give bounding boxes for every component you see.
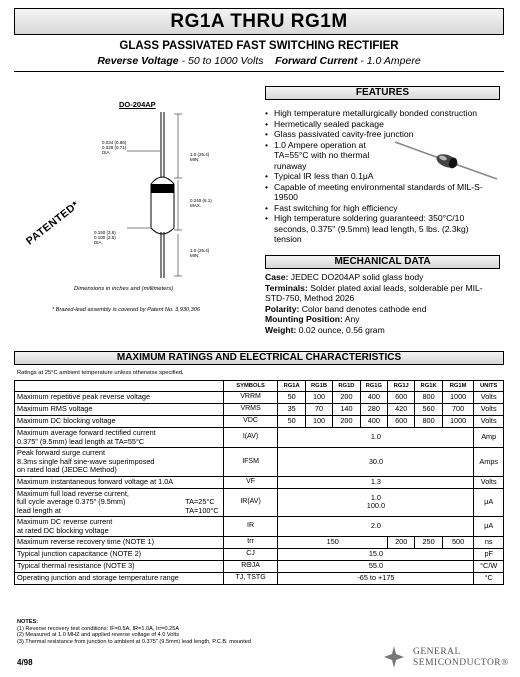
table-row xyxy=(15,428,504,448)
row-value: 500 xyxy=(442,537,474,549)
row-value: 400 xyxy=(360,392,387,404)
row-value: 140 xyxy=(333,404,360,416)
row-description: Typical thermal resistance (NOTE 3) xyxy=(15,561,224,573)
mech-text: Solder plated axial leads, solderable per MIL-STD-750, Method 2026 xyxy=(265,282,483,303)
row-value: 15.0 xyxy=(278,549,474,561)
row-description: Operating junction and storage temperature range xyxy=(15,573,224,585)
mech-text: Color band denotes cathode end xyxy=(299,303,427,314)
row-value: 50 xyxy=(278,392,305,404)
reverse-voltage-value: - 50 to 1000 Volts xyxy=(178,55,264,67)
row-unit: Amp xyxy=(474,428,504,448)
feature-item: • 1.0 Ampere operation at TA=55°C with no thermal runaway xyxy=(265,140,483,172)
mech-row xyxy=(265,272,500,283)
package-name: DO-204AP xyxy=(119,100,156,109)
lead-diameter-dim: 0.034 (0.86) 0.028 (0.71) DIA. xyxy=(102,140,127,155)
table-header-row xyxy=(15,381,504,392)
row-value: 200 xyxy=(333,416,360,428)
row-unit: ns xyxy=(474,537,504,549)
row-unit: μA xyxy=(474,488,504,517)
row-value: 600 xyxy=(388,416,415,428)
table-row xyxy=(15,488,504,517)
feature-item: • Capable of meeting environmental standards of MIL-S-19500 xyxy=(265,182,483,203)
row-symbol: IR xyxy=(223,517,278,537)
subtitle: GLASS PASSIVATED FAST SWITCHING RECTIFIER xyxy=(119,40,399,52)
row-unit: Volts xyxy=(474,476,504,488)
table-row xyxy=(15,416,504,428)
row-value: 30.0 xyxy=(278,448,474,477)
mech-row xyxy=(265,314,500,325)
feature-item: • High temperature metallurgically bonded construction xyxy=(265,108,483,119)
row-unit: Volts xyxy=(474,416,504,428)
row-description: Maximum repetitive peak reverse voltage xyxy=(15,392,224,404)
table-row xyxy=(15,573,504,585)
notes xyxy=(17,619,251,645)
table-row xyxy=(15,549,504,561)
column-header: SYMBOLS xyxy=(223,381,278,392)
row-unit: Volts xyxy=(474,392,504,404)
row-value: 1.0 xyxy=(278,428,474,448)
row-unit: Volts xyxy=(474,404,504,416)
row-value: 1.3 xyxy=(278,476,474,488)
mech-text: Any xyxy=(342,314,360,324)
row-description: Maximum average forward rectified current 0.375" (9.5mm) lead length at TA=55°C xyxy=(15,428,224,448)
row-value: 280 xyxy=(360,404,387,416)
row-value: 35 xyxy=(278,404,305,416)
logo-line-1: GENERAL xyxy=(413,647,461,657)
mech-label: Terminals: xyxy=(265,282,308,293)
feature-item: • Glass passivated cavity-free junction xyxy=(265,129,483,140)
row-unit: pF xyxy=(474,549,504,561)
row-condition: TA=25°C TA=100°C xyxy=(185,497,219,515)
forward-current-value: - 1.0 Ampere xyxy=(357,55,421,67)
row-symbol: VRRM xyxy=(223,392,278,404)
row-value: 100 xyxy=(305,392,332,404)
dimension-note: Dimensions in inches and (millimeters) xyxy=(74,286,174,292)
row-description: Typical junction capacitance (NOTE 2) xyxy=(15,549,224,561)
column-header: RG1G xyxy=(360,381,387,392)
ratings-heading: MAXIMUM RATINGS AND ELECTRICAL CHARACTERISTICS xyxy=(14,351,504,365)
row-symbol: IR(AV) xyxy=(223,488,278,517)
row-value: 600 xyxy=(388,392,415,404)
body-diameter-dim: 0.150 (3.8) 0.100 (2.5) DIA. xyxy=(94,230,116,245)
row-unit: μA xyxy=(474,517,504,537)
features-heading: FEATURES xyxy=(265,86,500,100)
package-diagram xyxy=(14,88,259,338)
feature-item: • Fast switching for high efficiency xyxy=(265,203,483,214)
forward-current-label: Forward Current xyxy=(275,55,358,67)
feature-item: • Hermetically sealed package xyxy=(265,119,483,130)
mech-label: Weight: xyxy=(265,324,297,335)
column-header: UNITS xyxy=(474,381,504,392)
row-value: 800 xyxy=(415,392,442,404)
mech-text: 0.02 ounce, 0.56 gram xyxy=(296,324,385,335)
row-value: 1.0 100.0 xyxy=(278,488,474,517)
row-value: 100 xyxy=(305,416,332,428)
datasheet-page xyxy=(14,8,509,668)
row-value: 560 xyxy=(415,404,442,416)
ratings-line xyxy=(14,55,504,67)
mechanical-heading: MECHANICAL DATA xyxy=(265,255,500,269)
ambient-note: Ratings at 25°C ambient temperature unless otherwise specified. xyxy=(17,370,184,376)
row-unit: °C/W xyxy=(474,561,504,573)
row-description-text: Maximum full load reverse current, full cycle average 0.375" (9.5mm) lead length at xyxy=(17,488,129,515)
row-description: Maximum instantaneous forward voltage at 1.0A xyxy=(15,476,224,488)
diode-illustration xyxy=(391,136,501,184)
ratings-table xyxy=(14,380,504,585)
date-code: 4/98 xyxy=(17,658,33,667)
table-row xyxy=(15,448,504,477)
column-header: RG1B xyxy=(305,381,332,392)
table-row xyxy=(15,404,504,416)
column-header: RG1M xyxy=(442,381,474,392)
feature-item: • High temperature soldering guaranteed: 350°C/10 seconds, 0.375" (9.5mm) lead length, 5 lbs. (2.3kg) tension xyxy=(265,213,483,245)
row-symbol: VDC xyxy=(223,416,278,428)
row-symbol: CJ xyxy=(223,549,278,561)
row-description: Maximum RMS voltage xyxy=(15,404,224,416)
row-symbol: I(AV) xyxy=(223,428,278,448)
mech-row xyxy=(265,304,500,315)
table-row xyxy=(15,517,504,537)
row-value: 420 xyxy=(388,404,415,416)
row-value: 70 xyxy=(305,404,332,416)
row-value: 800 xyxy=(415,416,442,428)
mech-label: Polarity: xyxy=(265,303,300,314)
row-symbol: VF xyxy=(223,476,278,488)
patent-note: * Brazed-lead assembly is covered by Patent No. 3,930,306 xyxy=(52,307,201,313)
bottom-lead-length-dim: 1.0 (25.4) MIN. xyxy=(190,248,210,258)
mech-label: Case: xyxy=(265,272,289,282)
row-value: 50 xyxy=(278,416,305,428)
row-unit: Amps xyxy=(474,448,504,477)
page-title: RG1A THRU RG1M xyxy=(14,8,504,35)
top-lead-length-dim: 1.0 (25.4) MIN. xyxy=(190,152,210,162)
row-value: 200 xyxy=(333,392,360,404)
row-symbol: RΘJA xyxy=(223,561,278,573)
logo-line-2: SEMICONDUCTOR® xyxy=(413,657,509,668)
mech-label: Mounting Position: xyxy=(265,314,343,324)
row-symbol: trr xyxy=(223,537,278,549)
table-row xyxy=(15,537,504,549)
row-value: 400 xyxy=(360,416,387,428)
row-value: 200 xyxy=(388,537,415,549)
row-value: 700 xyxy=(442,404,474,416)
note-item: (1) Reverse recovery test conditions: IF=0.5A, IR=1.0A, Irr=0.25A xyxy=(17,625,180,632)
row-unit: °C xyxy=(474,573,504,585)
row-value: 150 xyxy=(278,537,388,549)
table-row xyxy=(15,476,504,488)
mech-row xyxy=(265,325,500,336)
note-item: (2) Measured at 1.0 MHZ and applied reverse voltage of 4.0 Volts xyxy=(17,632,179,638)
row-description: Maximum DC reverse current at rated DC blocking voltage xyxy=(15,517,224,537)
row-value: 250 xyxy=(415,537,442,549)
row-value: 1000 xyxy=(442,416,474,428)
patented-stamp: PATENTED* xyxy=(24,198,82,248)
column-header: RG1K xyxy=(415,381,442,392)
notes-heading: NOTES: xyxy=(17,619,39,625)
row-symbol: TJ, TSTG xyxy=(223,573,278,585)
mech-text: JEDEC DO204AP solid glass body xyxy=(288,272,424,282)
table-row xyxy=(15,392,504,404)
column-header: RG1D xyxy=(333,381,360,392)
row-description: Maximum reverse recovery time (NOTE 1) xyxy=(15,537,224,549)
row-value: 55.0 xyxy=(278,561,474,573)
note-item: (3) Thermal resistance from junction to ambient at 0.375" (9.5mm) lead length, P.C.B. mounted xyxy=(17,638,252,645)
column-header: RG1A xyxy=(278,381,305,392)
row-value: 1000 xyxy=(442,392,474,404)
table-row xyxy=(15,561,504,573)
header-rule xyxy=(14,71,504,72)
row-value: -65 to +175 xyxy=(278,573,474,585)
logo-text xyxy=(413,647,509,668)
mechanical-data xyxy=(265,272,500,335)
row-value: 2.0 xyxy=(278,517,474,537)
body-length-dim: 0.240 (6.1) MAX. xyxy=(190,198,212,208)
row-symbol: VRMS xyxy=(223,404,278,416)
row-description: Peak forward surge current 8.3ms single half sine-wave superimposed on rated load (JEDEC Method) xyxy=(15,448,224,477)
column-header: RG1J xyxy=(388,381,415,392)
reverse-voltage-label: Reverse Voltage xyxy=(97,55,179,67)
row-description xyxy=(15,488,224,517)
desc-header xyxy=(15,381,224,392)
feature-item: • Typical IR less than 0.1μA xyxy=(265,171,483,182)
row-symbol: IFSM xyxy=(223,448,278,477)
mech-row xyxy=(265,283,500,304)
diode-outline-drawing xyxy=(14,88,259,338)
row-description: Maximum DC blocking voltage xyxy=(15,416,224,428)
